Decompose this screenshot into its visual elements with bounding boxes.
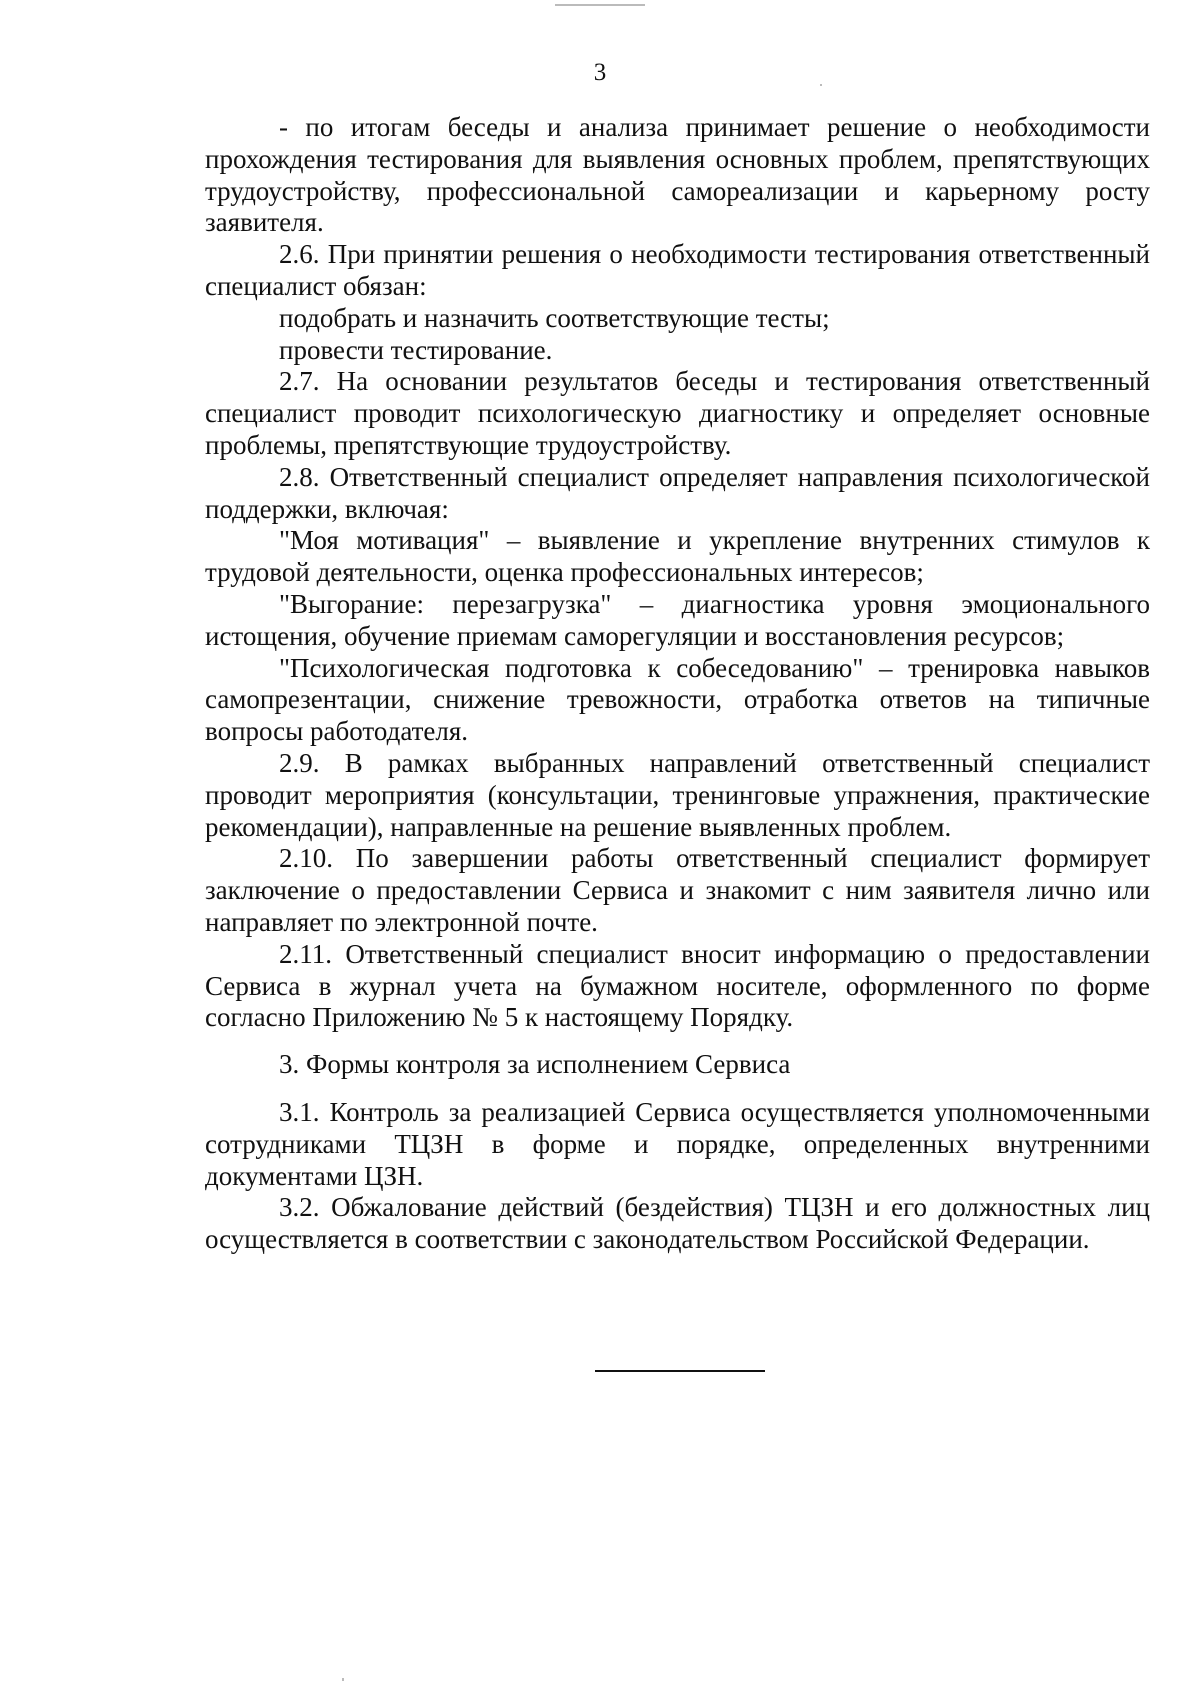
paragraph-2-8: 2.8. Ответственный специалист определяет направления психологической поддержки, включая:	[205, 461, 1150, 524]
paragraph-2-10: 2.10. По завершении работы ответственный специалист формирует заключение о предоставлении Сервиса и знакомит с ним заявителя лично или направляет по электронной почте.	[205, 843, 1150, 937]
document-body	[205, 112, 1150, 1256]
paragraph-interview-results: - по итогам беседы и анализа принимает решение о необходимости прохождения тестирования для выявления основных проблем, препятствующих трудоустройству, профессиональной самореализации и карьерному росту заявителя.	[205, 112, 1150, 238]
scan-artifact-bottom	[342, 1678, 344, 1681]
end-separator-line	[595, 1370, 765, 1372]
paragraph-2-6-item-tests: подобрать и назначить соответствующие тесты;	[279, 302, 830, 333]
paragraph-3-1: 3.1. Контроль за реализацией Сервиса осуществляется уполномоченными сотрудниками ТЦЗН в форме и порядке, определенных внутренними документами ЦЗН.	[205, 1096, 1150, 1191]
paragraph-2-8-motivation: "Моя мотивация" – выявление и укрепление внутренних стимулов к трудовой деятельности, оценка профессиональных интересов;	[205, 525, 1150, 588]
paragraph-2-8-burnout: "Выгорание: перезагрузка" – диагностика уровня эмоционального истощения, обучение приемам саморегуляции и восстановления ресурсов;	[205, 588, 1150, 651]
paragraph-2-11: 2.11. Ответственный специалист вносит информацию о предоставлении Сервиса в журнал учета на бумажном носителе, оформленного по форме согласно Приложению № 5 к настоящему Порядку.	[205, 938, 1150, 1033]
paragraph-2-8-interview-prep: "Психологическая подготовка к собеседованию" – тренировка навыков самопрезентации, снижение тревожности, отработка ответов на типичные вопросы работодателя.	[205, 652, 1150, 747]
scan-artifact-top	[555, 4, 645, 6]
paragraph-2-9: 2.9. В рамках выбранных направлений ответственный специалист проводит мероприятия (консультации, тренинговые упражнения, практические рекомендации), направленные на решение выявленных проблем.	[205, 747, 1150, 842]
paragraph-2-7: 2.7. На основании результатов беседы и тестирования ответственный специалист проводит психологическую диагностику и определяет основные проблемы, препятствующие трудоустройству.	[205, 366, 1150, 460]
page-number: 3	[593, 59, 607, 86]
paragraph-2-6-item-testing: провести тестирование.	[279, 334, 553, 365]
paragraph-3-2: 3.2. Обжалование действий (бездействия) ТЦЗН и его должностных лиц осуществляется в соответствии с законодательством Российской Федерации.	[205, 1192, 1150, 1255]
section-3-heading: 3. Формы контроля за исполнением Сервиса	[279, 1049, 791, 1080]
paragraph-2-6: 2.6. При принятии решения о необходимости тестирования ответственный специалист обязан:	[205, 239, 1150, 301]
